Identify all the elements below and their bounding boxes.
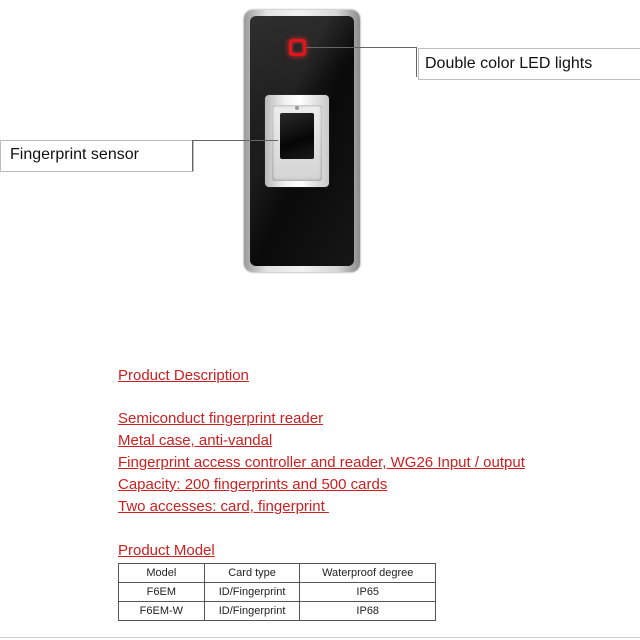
table-cell: F6EM xyxy=(119,583,205,602)
sensor-recess xyxy=(272,105,322,181)
table-header-row xyxy=(119,564,436,583)
table-cell: ID/Fingerprint xyxy=(204,583,300,602)
table-header-cell: Waterproof degree xyxy=(300,564,436,583)
table-header-cell: Card type xyxy=(204,564,300,583)
led-leader-line-vertical xyxy=(416,47,417,77)
fingerprint-scanner-window xyxy=(280,113,314,159)
table-cell: IP68 xyxy=(300,602,436,621)
product-description-heading: Product Description xyxy=(118,367,249,384)
table-cell: IP65 xyxy=(300,583,436,602)
led-leader-line-horizontal xyxy=(306,47,416,48)
description-line: Semiconduct fingerprint reader xyxy=(118,410,324,427)
sensor-callout-label: Fingerprint sensor xyxy=(10,146,139,163)
sensor-indicator-dot xyxy=(295,106,299,110)
table-row xyxy=(119,602,436,621)
bottom-divider xyxy=(0,637,640,638)
sensor-leader-line-horizontal xyxy=(192,140,278,141)
table-row xyxy=(119,583,436,602)
table-cell: ID/Fingerprint xyxy=(204,602,300,621)
table-header-cell: Model xyxy=(119,564,205,583)
description-line: Two accesses: card, fingerprint xyxy=(118,498,329,515)
table-cell: F6EM-W xyxy=(119,602,205,621)
led-indicator-icon xyxy=(289,39,306,56)
description-line: Metal case, anti-vandal xyxy=(118,432,273,449)
product-model-heading: Product Model xyxy=(118,542,215,559)
led-callout-label: Double color LED lights xyxy=(425,55,593,72)
description-line: Fingerprint access controller and reader, WG26 Input / output xyxy=(118,454,525,471)
description-line: Capacity: 200 fingerprints and 500 cards xyxy=(118,476,388,493)
product-model-table xyxy=(118,563,436,621)
fingerprint-sensor xyxy=(265,95,329,187)
sensor-leader-line-vertical xyxy=(192,140,193,171)
